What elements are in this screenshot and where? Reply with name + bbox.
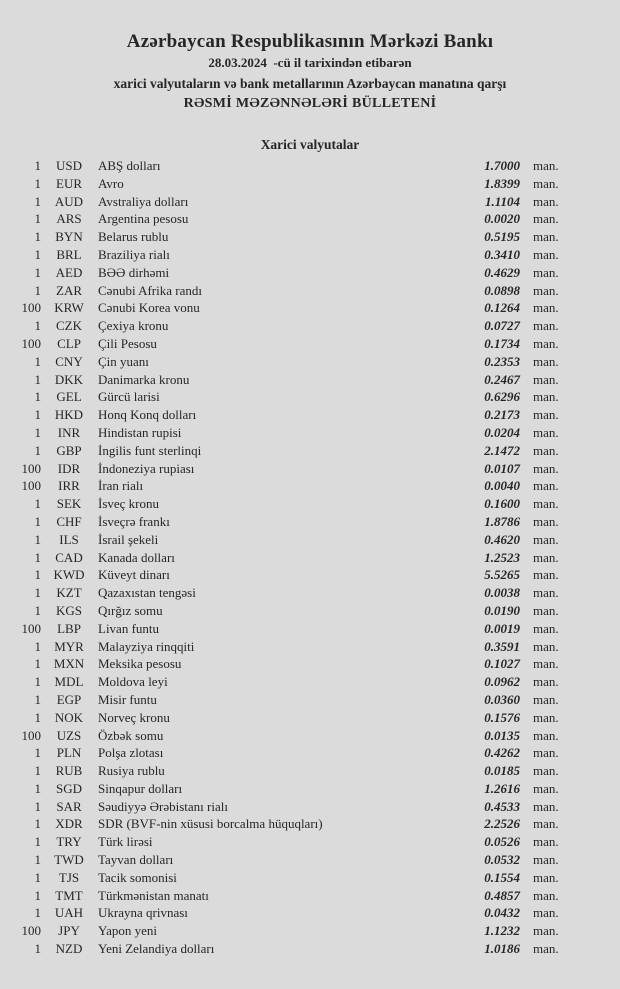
rate-row	[0, 869, 620, 887]
row-quantity: 1	[34, 229, 41, 245]
row-rate-value: 1.0186	[484, 941, 520, 957]
row-currency-name: Tacik somonisi	[98, 869, 177, 885]
row-rate-value: 0.0204	[484, 424, 520, 440]
row-quantity: 100	[21, 923, 41, 939]
row-rate-value: 1.8786	[484, 513, 520, 529]
row-currency-name: İsveçrə frankı	[98, 513, 170, 529]
rate-row	[0, 691, 620, 709]
row-currency-code: KGS	[55, 602, 82, 618]
row-rate-value: 0.4629	[484, 264, 520, 280]
row-currency-name: Honq Konq dolları	[98, 407, 197, 423]
row-currency-name: Norveç kronu	[98, 709, 170, 725]
row-rate-value: 0.1734	[484, 335, 520, 351]
row-rate-value: 0.0532	[484, 852, 520, 868]
rate-row	[0, 655, 620, 673]
row-rate-value: 0.3410	[484, 246, 520, 262]
row-currency-name: Özbək somu	[98, 727, 164, 743]
row-currency-code: AED	[55, 264, 83, 280]
row-quantity: 1	[34, 193, 41, 209]
rate-row	[0, 833, 620, 851]
row-currency-code: AUD	[54, 193, 84, 209]
row-rate-value: 0.1027	[484, 656, 520, 672]
rate-row	[0, 317, 620, 335]
row-currency-name: Cənubi Korea vonu	[98, 300, 200, 316]
row-currency-name: SDR (BVF-nin xüsusi borcalma hüquqları)	[98, 816, 323, 832]
row-unit-label: man.	[533, 229, 559, 245]
subject-line: xarici valyutaların və bank metallarının Azərbaycan manatına qarşı	[113, 76, 507, 91]
row-rate-value: 0.1264	[484, 300, 520, 316]
row-unit-label: man.	[533, 211, 559, 227]
row-currency-code: MDL	[54, 674, 84, 690]
rate-row	[0, 246, 620, 264]
row-unit-label: man.	[533, 460, 559, 476]
effective-date-line: 28.03.2024 -cü il tarixindən etibarən	[208, 55, 412, 70]
row-unit-label: man.	[533, 496, 559, 512]
row-unit-label: man.	[533, 941, 559, 957]
row-currency-code: ARS	[56, 211, 82, 227]
row-unit-label: man.	[533, 300, 559, 316]
row-rate-value: 0.5195	[484, 229, 520, 245]
row-unit-label: man.	[533, 353, 559, 369]
rate-row	[0, 371, 620, 389]
row-currency-code: TMT	[55, 887, 83, 903]
row-quantity: 100	[21, 300, 41, 316]
row-unit-label: man.	[533, 531, 559, 547]
row-unit-label: man.	[533, 674, 559, 690]
row-currency-code: ILS	[59, 531, 79, 547]
row-quantity: 1	[34, 745, 41, 761]
row-currency-name: Danimarka kronu	[98, 371, 190, 387]
row-quantity: 1	[34, 816, 41, 832]
rate-row	[0, 709, 620, 727]
row-currency-code: NZD	[55, 941, 83, 957]
row-currency-name: Yeni Zelandiya dolları	[98, 941, 215, 957]
row-quantity: 1	[34, 887, 41, 903]
rate-row	[0, 727, 620, 745]
row-quantity: 100	[21, 727, 41, 743]
row-rate-value: 0.0962	[484, 674, 520, 690]
row-unit-label: man.	[533, 923, 559, 939]
rate-row	[0, 549, 620, 567]
rate-row	[0, 388, 620, 406]
row-currency-code: IDR	[57, 460, 81, 476]
row-currency-name: Çili Pesosu	[98, 335, 157, 351]
rate-row	[0, 477, 620, 495]
row-currency-code: KZT	[56, 585, 82, 601]
row-currency-name: Misir funtu	[98, 691, 157, 707]
row-currency-code: SAR	[56, 798, 82, 814]
rate-row	[0, 264, 620, 282]
rate-row	[0, 210, 620, 228]
row-rate-value: 0.0360	[484, 691, 520, 707]
row-currency-name: Livan funtu	[98, 620, 160, 636]
row-currency-code: USD	[55, 158, 82, 173]
row-quantity: 1	[34, 353, 41, 369]
row-currency-code: SEK	[56, 496, 82, 512]
row-quantity: 1	[34, 442, 41, 458]
row-currency-name: Yapon yeni	[98, 923, 157, 939]
rate-row	[0, 566, 620, 584]
row-quantity: 1	[34, 175, 41, 191]
row-quantity: 1	[34, 389, 41, 405]
row-quantity: 1	[34, 638, 41, 654]
row-currency-code: KWD	[53, 567, 85, 583]
row-currency-code: MYR	[54, 638, 84, 654]
row-unit-label: man.	[533, 318, 559, 334]
rate-row	[0, 780, 620, 798]
rate-row	[0, 157, 620, 175]
rate-row	[0, 673, 620, 691]
row-currency-code: DKK	[54, 371, 84, 387]
row-unit-label: man.	[533, 656, 559, 672]
row-currency-name: Polşa zlotası	[98, 745, 164, 761]
row-currency-code: CLP	[57, 335, 81, 351]
row-quantity: 1	[34, 211, 41, 227]
rate-row	[0, 584, 620, 602]
rate-row	[0, 904, 620, 922]
bulletin-title: RƏSMİ MƏZƏNNƏLƏRİ BÜLLETENİ	[183, 96, 437, 111]
row-rate-value: 0.0135	[484, 727, 520, 743]
row-quantity: 1	[34, 656, 41, 672]
row-unit-label: man.	[533, 371, 559, 387]
row-quantity: 100	[21, 460, 41, 476]
row-rate-value: 0.0107	[484, 460, 520, 476]
row-quantity: 1	[34, 602, 41, 618]
row-unit-label: man.	[533, 513, 559, 529]
row-currency-name: Avstraliya dolları	[98, 193, 189, 209]
row-quantity: 1	[34, 496, 41, 512]
row-unit-label: man.	[533, 407, 559, 423]
row-unit-label: man.	[533, 246, 559, 262]
row-unit-label: man.	[533, 620, 559, 636]
row-rate-value: 1.2616	[484, 780, 520, 796]
row-currency-code: BRL	[56, 246, 82, 262]
rate-row	[0, 495, 620, 513]
row-currency-name: Qırğız somu	[98, 602, 163, 618]
row-currency-code: CAD	[55, 549, 83, 565]
row-currency-name: Malayziya rinqqiti	[98, 638, 195, 654]
row-unit-label: man.	[533, 852, 559, 868]
rates-table	[0, 157, 620, 958]
row-currency-name: Argentina pesosu	[98, 211, 189, 227]
row-currency-name: Gürcü larisi	[98, 389, 160, 405]
row-currency-name: Səudiyyə Ərəbistanı rialı	[98, 798, 228, 814]
row-currency-code: IRR	[58, 478, 80, 494]
row-unit-label: man.	[533, 442, 559, 458]
rate-row	[0, 602, 620, 620]
row-quantity: 1	[34, 709, 41, 725]
row-unit-label: man.	[533, 905, 559, 921]
row-unit-label: man.	[533, 887, 559, 903]
row-unit-label: man.	[533, 834, 559, 850]
rate-row	[0, 442, 620, 460]
row-quantity: 1	[34, 549, 41, 565]
row-currency-name: Tayvan dolları	[98, 852, 174, 868]
row-quantity: 1	[34, 905, 41, 921]
row-currency-code: INR	[57, 424, 81, 440]
rate-row	[0, 620, 620, 638]
row-currency-name: İndoneziya rupiası	[98, 460, 195, 476]
row-rate-value: 1.7000	[484, 158, 520, 173]
row-currency-code: GBP	[56, 442, 82, 458]
row-currency-name: İsrail şekeli	[98, 531, 159, 547]
row-currency-code: NOK	[54, 709, 84, 725]
rate-row	[0, 406, 620, 424]
row-currency-name: Meksika pesosu	[98, 656, 182, 672]
row-quantity: 1	[34, 941, 41, 957]
row-currency-code: UZS	[56, 727, 82, 743]
row-rate-value: 0.1576	[484, 709, 520, 725]
row-quantity: 100	[21, 335, 41, 351]
row-unit-label: man.	[533, 780, 559, 796]
row-quantity: 100	[21, 478, 41, 494]
row-currency-name: Belarus rublu	[98, 229, 169, 245]
row-unit-label: man.	[533, 798, 559, 814]
row-currency-name: Moldova leyi	[98, 674, 168, 690]
row-unit-label: man.	[533, 727, 559, 743]
row-quantity: 1	[34, 513, 41, 529]
row-currency-code: HKD	[54, 407, 84, 423]
row-currency-name: ABŞ dolları	[98, 158, 161, 173]
row-quantity: 1	[34, 282, 41, 298]
row-rate-value: 5.5265	[484, 567, 520, 583]
row-currency-name: Çexiya kronu	[98, 318, 169, 334]
row-quantity: 1	[34, 798, 41, 814]
row-currency-name: Cənubi Afrika randı	[98, 282, 202, 298]
row-rate-value: 0.1554	[484, 869, 520, 885]
row-rate-value: 2.2526	[484, 816, 520, 832]
row-currency-name: Türk lirəsi	[98, 834, 153, 850]
row-currency-name: Rusiya rublu	[98, 763, 165, 779]
row-currency-code: UAH	[54, 905, 84, 921]
row-currency-code: EUR	[56, 175, 82, 191]
rate-row	[0, 815, 620, 833]
rate-row	[0, 798, 620, 816]
row-currency-code: XDR	[55, 816, 83, 832]
row-unit-label: man.	[533, 175, 559, 191]
row-rate-value: 0.0185	[484, 763, 520, 779]
row-quantity: 1	[34, 691, 41, 707]
row-currency-name: Qazaxıstan tengəsi	[98, 585, 196, 601]
rate-row	[0, 193, 620, 211]
rate-row	[0, 228, 620, 246]
row-currency-code: ZAR	[56, 282, 82, 298]
rate-row	[0, 887, 620, 905]
row-rate-value: 0.0526	[484, 834, 520, 850]
rate-row	[0, 299, 620, 317]
row-currency-name: BƏƏ dirhəmi	[98, 264, 170, 280]
rate-row	[0, 940, 620, 958]
row-currency-code: TJS	[58, 869, 80, 885]
row-currency-code: LBP	[57, 620, 81, 636]
row-currency-code: TRY	[56, 834, 82, 850]
row-currency-code: EGP	[56, 691, 82, 707]
row-currency-code: CZK	[56, 318, 82, 334]
rate-row	[0, 282, 620, 300]
row-quantity: 1	[34, 371, 41, 387]
row-rate-value: 0.0020	[484, 211, 520, 227]
rate-row	[0, 744, 620, 762]
section-title-foreign-currencies: Xarici valyutalar	[260, 137, 360, 152]
row-currency-code: TWD	[54, 852, 84, 868]
rate-row	[0, 513, 620, 531]
row-currency-name: İngilis funt sterlinqi	[98, 442, 202, 458]
rate-row	[0, 335, 620, 353]
row-currency-code: RUB	[55, 763, 83, 779]
row-quantity: 1	[34, 852, 41, 868]
row-quantity: 1	[34, 763, 41, 779]
row-quantity: 1	[34, 531, 41, 547]
row-rate-value: 0.2173	[484, 407, 520, 423]
row-unit-label: man.	[533, 745, 559, 761]
row-quantity: 1	[34, 407, 41, 423]
row-unit-label: man.	[533, 158, 559, 173]
row-currency-name: İsveç kronu	[98, 496, 160, 512]
rate-row	[0, 424, 620, 442]
row-unit-label: man.	[533, 424, 559, 440]
row-unit-label: man.	[533, 709, 559, 725]
bank-name-title: Azərbaycan Respublikasının Mərkəzi Bankı	[126, 31, 494, 52]
row-rate-value: 2.1472	[484, 442, 520, 458]
row-unit-label: man.	[533, 264, 559, 280]
row-quantity: 100	[21, 620, 41, 636]
rate-row	[0, 638, 620, 656]
row-quantity: 1	[34, 585, 41, 601]
row-currency-code: GEL	[56, 389, 82, 405]
row-quantity: 1	[34, 567, 41, 583]
row-quantity: 1	[34, 158, 41, 173]
row-rate-value: 0.0727	[484, 318, 520, 334]
row-unit-label: man.	[533, 567, 559, 583]
row-rate-value: 0.0040	[484, 478, 520, 494]
row-currency-name: Hindistan rupisi	[98, 424, 182, 440]
row-rate-value: 0.3591	[484, 638, 520, 654]
row-currency-name: Ukrayna qrivnası	[98, 905, 188, 921]
row-currency-name: Çin yuanı	[98, 353, 149, 369]
row-rate-value: 0.2353	[484, 353, 520, 369]
row-rate-value: 0.6296	[484, 389, 520, 405]
row-rate-value: 0.0898	[484, 282, 520, 298]
rate-row	[0, 175, 620, 193]
row-unit-label: man.	[533, 389, 559, 405]
row-unit-label: man.	[533, 478, 559, 494]
row-currency-name: Türkmənistan manatı	[98, 887, 209, 903]
row-unit-label: man.	[533, 816, 559, 832]
row-currency-code: KRW	[54, 300, 84, 316]
row-currency-code: SGD	[55, 780, 82, 796]
row-currency-name: Kanada dolları	[98, 549, 175, 565]
row-currency-code: BYN	[55, 229, 83, 245]
rate-row	[0, 460, 620, 478]
row-rate-value: 1.8399	[484, 175, 520, 191]
row-rate-value: 0.4857	[484, 887, 520, 903]
row-unit-label: man.	[533, 602, 559, 618]
rate-row	[0, 851, 620, 869]
row-unit-label: man.	[533, 282, 559, 298]
rate-row	[0, 922, 620, 940]
row-currency-code: CHF	[56, 513, 82, 529]
rate-row	[0, 353, 620, 371]
row-currency-code: PLN	[56, 745, 82, 761]
row-rate-value: 0.0019	[484, 620, 520, 636]
row-rate-value: 0.4262	[484, 745, 520, 761]
row-rate-value: 0.1600	[484, 496, 520, 512]
row-unit-label: man.	[533, 193, 559, 209]
row-unit-label: man.	[533, 691, 559, 707]
row-unit-label: man.	[533, 638, 559, 654]
row-quantity: 1	[34, 318, 41, 334]
row-rate-value: 0.2467	[484, 371, 520, 387]
row-currency-name: Sinqapur dolları	[98, 780, 183, 796]
row-rate-value: 0.0432	[484, 905, 520, 921]
row-rate-value: 1.1232	[484, 923, 520, 939]
row-quantity: 1	[34, 780, 41, 796]
rate-row	[0, 531, 620, 549]
row-rate-value: 0.4533	[484, 798, 520, 814]
row-rate-value: 0.4620	[484, 531, 520, 547]
row-currency-name: İran rialı	[98, 478, 144, 494]
row-quantity: 1	[34, 246, 41, 262]
row-quantity: 1	[34, 674, 41, 690]
row-unit-label: man.	[533, 549, 559, 565]
row-rate-value: 1.2523	[484, 549, 520, 565]
row-quantity: 1	[34, 834, 41, 850]
row-quantity: 1	[34, 424, 41, 440]
row-currency-code: CNY	[55, 353, 83, 369]
row-currency-name: Braziliya rialı	[98, 246, 170, 262]
row-unit-label: man.	[533, 335, 559, 351]
rate-row	[0, 762, 620, 780]
row-currency-code: MXN	[53, 656, 85, 672]
row-unit-label: man.	[533, 763, 559, 779]
row-rate-value: 0.0190	[484, 602, 520, 618]
row-rate-value: 0.0038	[484, 585, 520, 601]
row-currency-name: Küveyt dinarı	[98, 567, 170, 583]
row-currency-code: JPY	[58, 923, 80, 939]
row-unit-label: man.	[533, 869, 559, 885]
row-unit-label: man.	[533, 585, 559, 601]
row-currency-name: Avro	[98, 175, 124, 191]
row-rate-value: 1.1104	[484, 193, 520, 209]
row-quantity: 1	[34, 869, 41, 885]
row-quantity: 1	[34, 264, 41, 280]
